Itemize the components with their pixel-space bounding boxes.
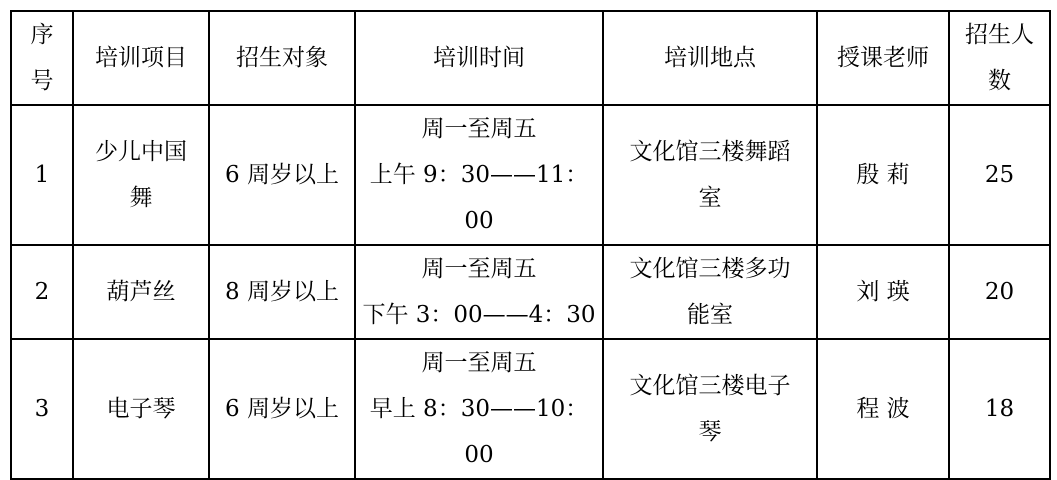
cell-target: 6 周岁以上	[209, 105, 355, 245]
cell-target: 6 周岁以上	[209, 339, 355, 479]
cell-count: 18	[949, 339, 1050, 479]
cell-place: 文化馆三楼多功 能室	[603, 245, 817, 339]
cell-index: 2	[11, 245, 73, 339]
table-row	[11, 105, 1050, 245]
enrollment-table	[10, 10, 1051, 480]
header-time: 培训时间	[355, 11, 603, 105]
cell-place: 文化馆三楼舞蹈 室	[603, 105, 817, 245]
header-target: 招生对象	[209, 11, 355, 105]
cell-target: 8 周岁以上	[209, 245, 355, 339]
cell-teacher: 刘 瑛	[817, 245, 949, 339]
cell-time: 周一至周五 上午 9：30——11： 00	[355, 105, 603, 245]
cell-teacher: 程 波	[817, 339, 949, 479]
cell-time: 周一至周五 早上 8：30——10： 00	[355, 339, 603, 479]
cell-time: 周一至周五 下午 3：00——4：30	[355, 245, 603, 339]
cell-count: 25	[949, 105, 1050, 245]
header-index: 序 号	[11, 11, 73, 105]
cell-project: 葫芦丝	[73, 245, 209, 339]
cell-teacher: 殷 莉	[817, 105, 949, 245]
table-row	[11, 245, 1050, 339]
cell-place: 文化馆三楼电子 琴	[603, 339, 817, 479]
header-project: 培训项目	[73, 11, 209, 105]
header-teacher: 授课老师	[817, 11, 949, 105]
cell-project: 少儿中国 舞	[73, 105, 209, 245]
table-header-row	[11, 11, 1050, 105]
cell-index: 3	[11, 339, 73, 479]
header-place: 培训地点	[603, 11, 817, 105]
header-count: 招生人 数	[949, 11, 1050, 105]
table-row	[11, 339, 1050, 479]
cell-count: 20	[949, 245, 1050, 339]
cell-index: 1	[11, 105, 73, 245]
cell-project: 电子琴	[73, 339, 209, 479]
